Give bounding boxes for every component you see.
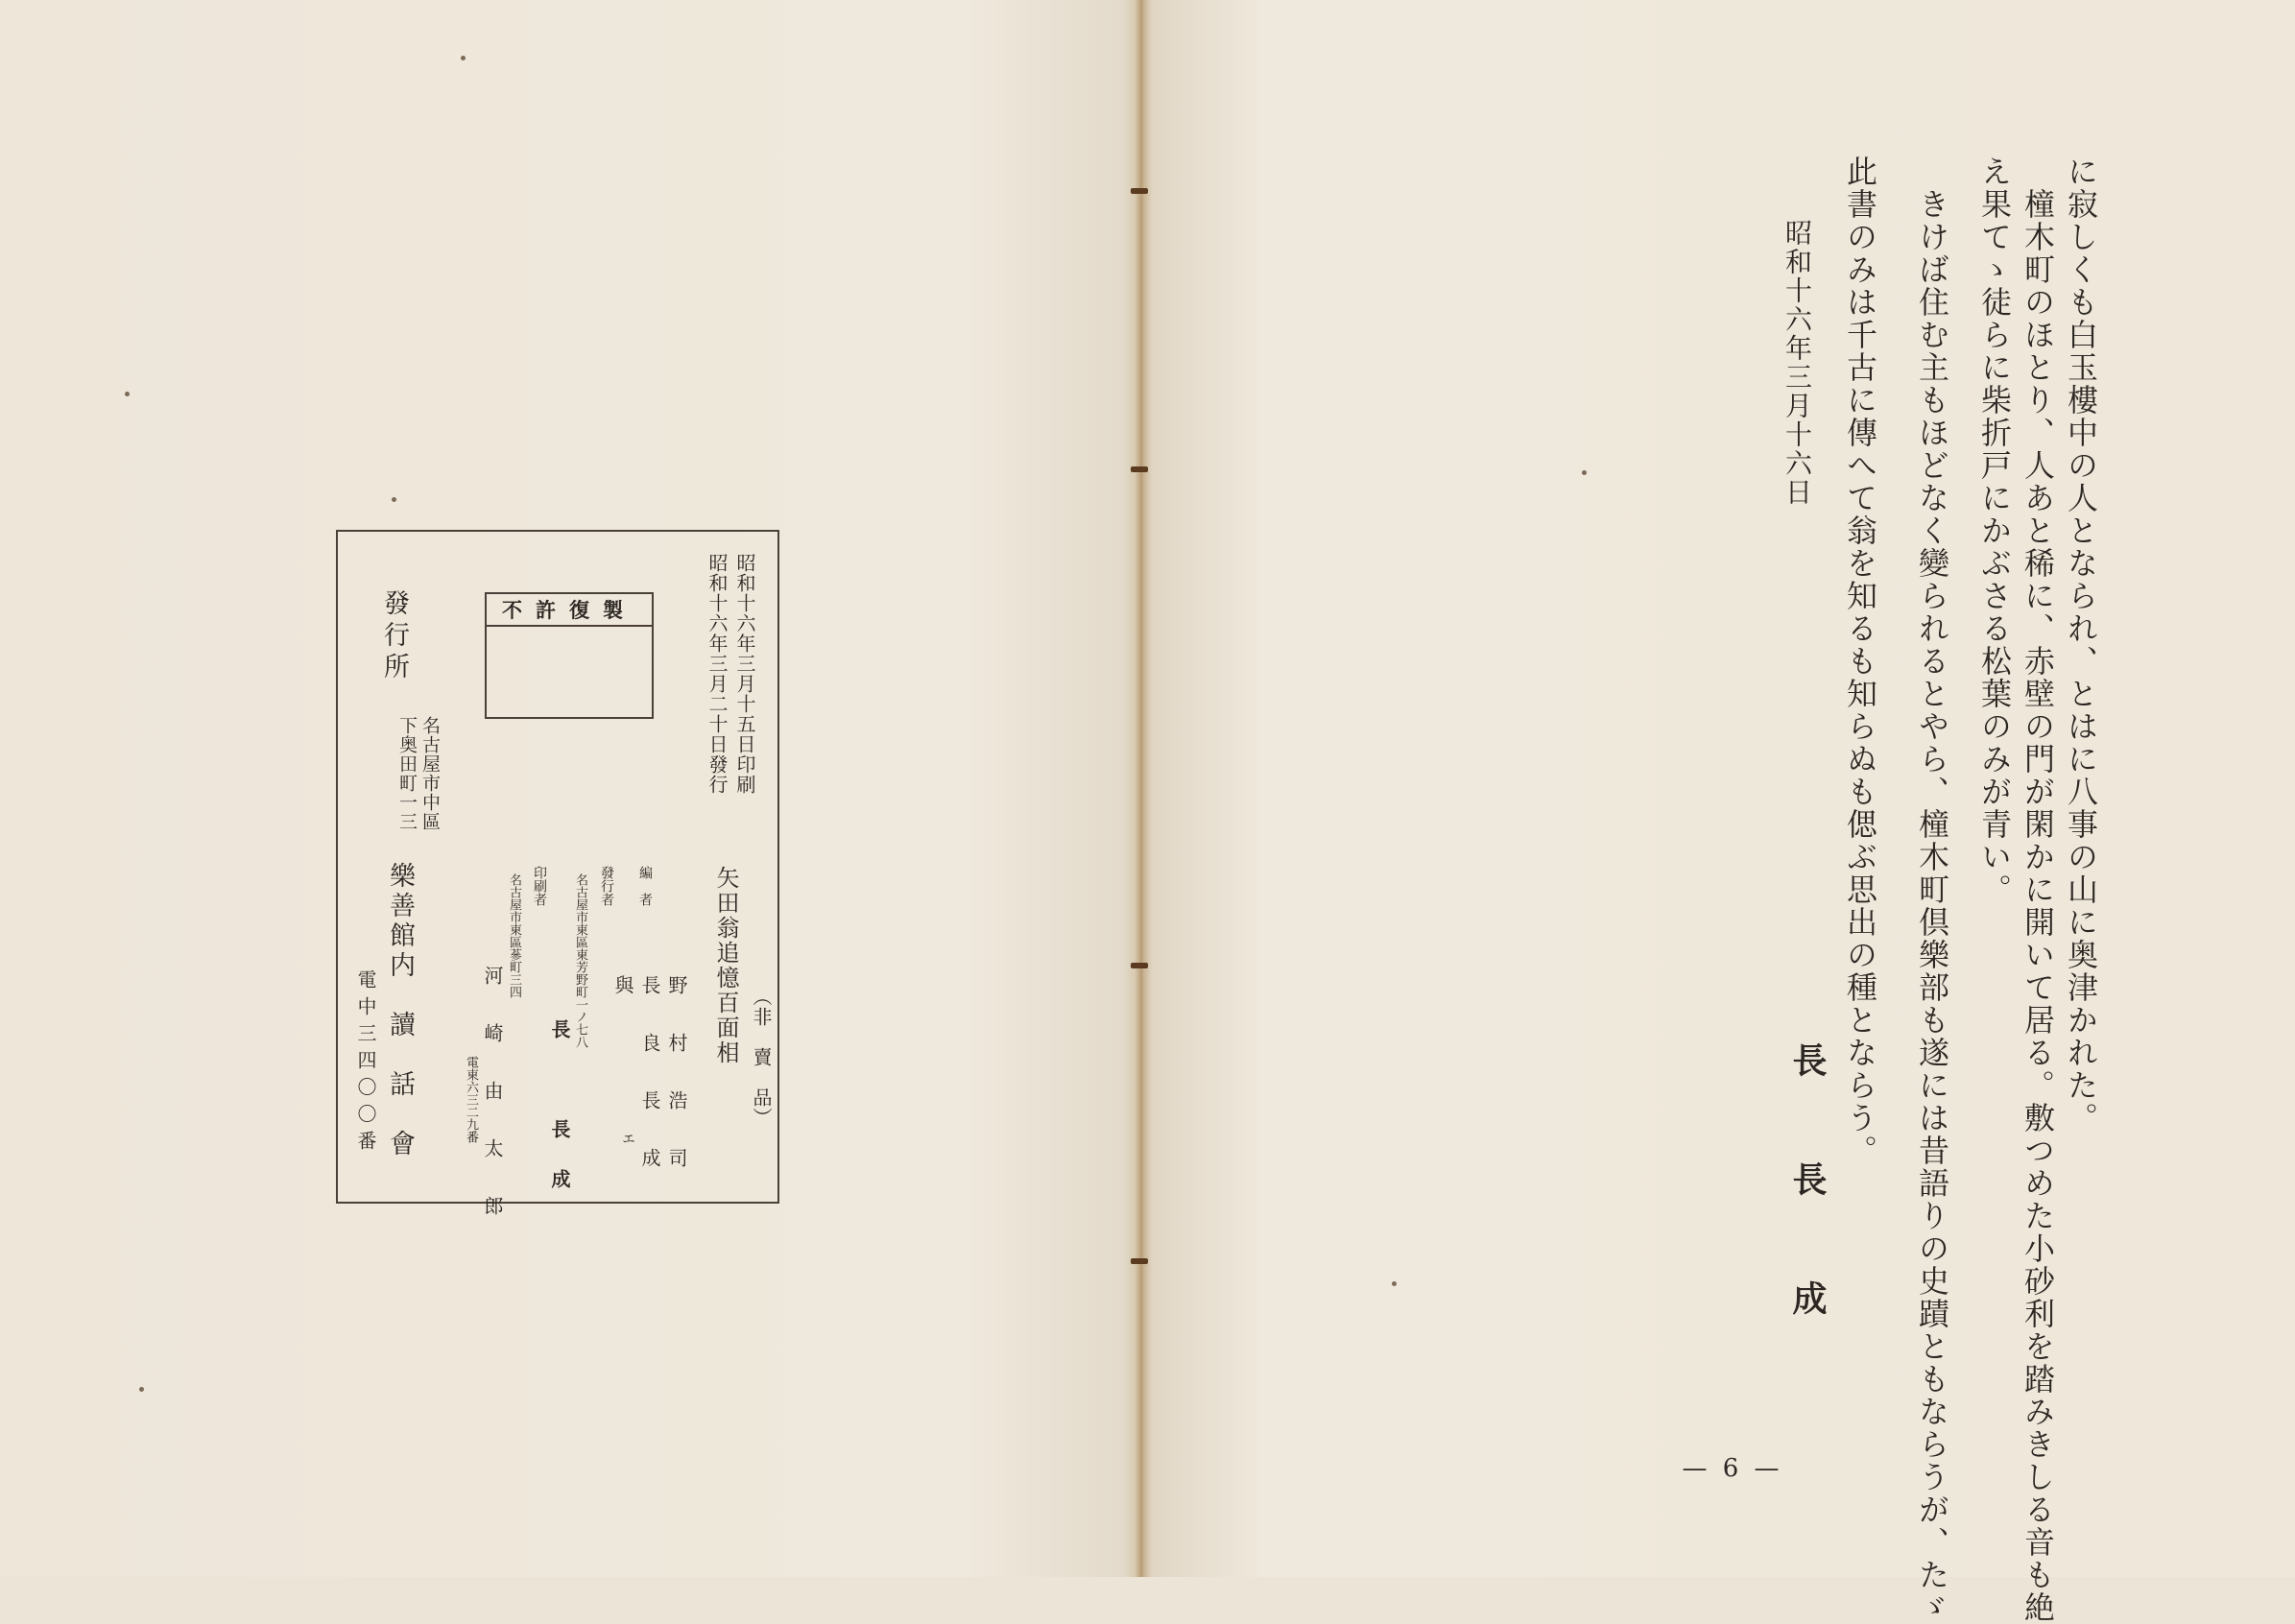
paper-speck — [461, 56, 466, 60]
publisher-name: 長 長 成 — [548, 1019, 571, 1194]
paper-speck — [1392, 1281, 1397, 1286]
not-for-sale-note: （非 賣 品） — [750, 987, 773, 1128]
paper-speck — [139, 1387, 144, 1392]
editors-label: 編 者 — [637, 866, 653, 906]
right-page — [1149, 0, 2295, 1577]
body-line-4: きけば住む主もほどなく變られるとやら、橦木町倶樂部も遂には昔語りの史蹟ともならうが、たゞ — [1914, 188, 1950, 1624]
colophon-box — [336, 530, 779, 1225]
issuer-address-line-1: 名古屋市中區 — [419, 716, 441, 831]
editor-1: 野 村 浩 司 — [665, 975, 688, 1177]
body-line-2: 橦木町のほとり、人あと稀に、赤壁の門が閑かに開いて居る。敷つめた小砂利を踏みきしる音も絶 — [2020, 188, 2056, 1624]
copyright-notice: 不許復製 — [487, 594, 652, 627]
print-date: 昭和十六年三月十五日印刷 — [733, 553, 756, 795]
binding-stitch — [1131, 1258, 1148, 1264]
printer-phone: 電東六三二九番 — [464, 1056, 478, 1143]
printer-address: 名古屋市東區蔘町三四 — [507, 873, 521, 998]
paper-speck — [125, 392, 130, 396]
page-number: — 6 — — [1682, 1454, 1783, 1483]
editor-2: 長 良 長 成 — [638, 975, 661, 1177]
editor-3: 與 — [611, 975, 634, 995]
body-line-1: に寂しくも白玉樓中の人となられ、とはに八事の山に奥津かれた。 — [2063, 155, 2099, 1134]
paper-speck — [392, 497, 396, 502]
issuer-name: 樂善館内 讀 話 會 — [385, 862, 415, 1159]
publisher-address: 名古屋市東區東芳野町一ノ七八 — [573, 873, 587, 1048]
book-gutter — [1123, 0, 1161, 1577]
body-line-5: 此書のみは千古に傳へて翁を知るも知らぬも偲ぶ思出の種とならう。 — [1842, 155, 1878, 1167]
issuer-address-line-2: 下奥田町一三 — [396, 716, 418, 831]
binding-stitch — [1131, 466, 1148, 472]
publisher-label: 發行者 — [599, 866, 614, 906]
printer-name: 河 崎 由 太 郎 — [481, 966, 504, 1225]
book-title: 矢田翁追憶百面相 — [712, 866, 739, 1065]
binding-stitch — [1131, 188, 1148, 194]
issue-date: 昭和十六年三月二十日發行 — [705, 553, 729, 795]
printer-label: 印刷者 — [532, 866, 547, 906]
editor-3-tail: エ — [620, 1132, 635, 1145]
issuer-phone: 電中三四〇〇番 — [354, 969, 377, 1158]
paper-speck — [1582, 470, 1587, 475]
date-line: 昭和十六年三月十六日 — [1781, 219, 1813, 507]
author-signature: 長 長 成 — [1787, 1042, 1828, 1340]
issuer-label: 發行所 — [379, 589, 409, 684]
body-line-3: え果てゝ徒らに柴折戸にかぶさる松葉のみが青い。 — [1976, 155, 2013, 906]
binding-stitch — [1131, 963, 1148, 968]
copyright-stamp-box — [485, 592, 654, 719]
